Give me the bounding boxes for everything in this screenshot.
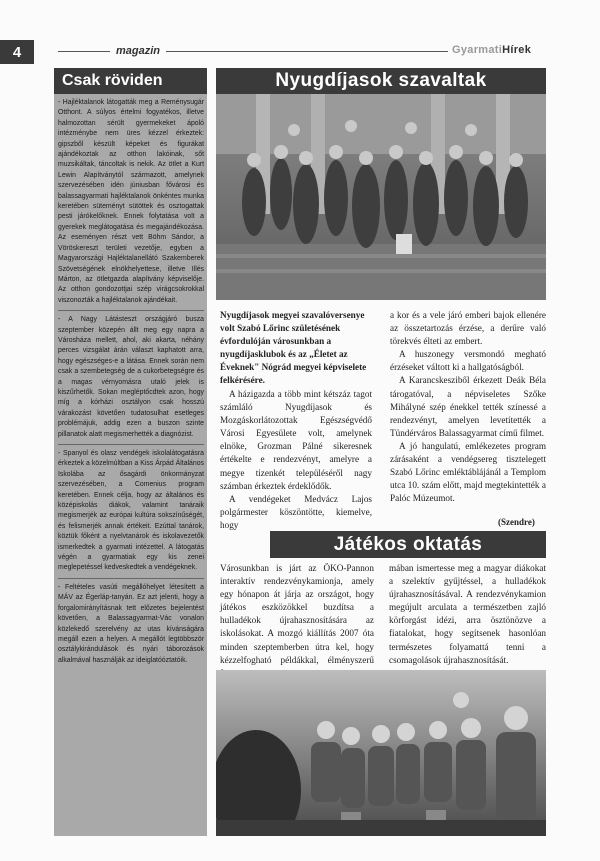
brand-bold: Hírek <box>502 44 532 56</box>
paragraph: A huszonegy versmondó megható érzéseket váltott ki a hallgatóságból. <box>390 349 546 373</box>
signature: (Szendre) <box>498 517 535 527</box>
article-lead: Nyugdíjasok megyei szavalóversenye volt Szabó Lőrinc születésének évfordulóján városunkban a nyugdíjasklubok és az „Életet az Éveknek" Nógrád megyei képviselete felkérésére. <box>220 310 367 386</box>
divider <box>58 444 204 445</box>
sidebar-item: - Spanyol és olasz vendégek iskolalátogatásra érkeztek a közelmúltban a Kiss Árpád Általános Iskolába az ősagárdi önkormányzat szervezésében, a Comenius program keretében. Ennek célja, hogy az általános és középiskolás diákok, valamint tanáraik megismerjék az európai kultúra sokszínűségét, és felismerjék annak értékeit. Ezúttal tanárok, köztük főként a nyelvtanárok és iskolavezetők ismerkedtek a gyarmati intézettel. A látogatás végén a gyarmatiak egy kis zenei meglepetéssel kedveskedtek a vendégeknek. <box>58 450 204 572</box>
divider <box>58 578 204 579</box>
paragraph: A vendégeket Medvácz Lajos polgármester köszöntötte, kiemelve, hogy <box>220 493 372 530</box>
article-text-right: mában ismertesse meg a magyar diákokat a szelektív gyűjtéssel, a hulladékok újrahasznosításával. A rendezvénykamion megújult arculata a természetben zajló körforgást idézi, arra ösztönözve a fiatalokat, hogy segítsenek hasonlóan természetes folyamattá tenni a csomagolások újrahasznosítását. <box>389 563 546 665</box>
page-number: 4 <box>0 40 34 64</box>
sidebar-item: - Feltételes vasúti megállóhelyet létesített a MÁV az Égerláp-tanyán. Ez azt jelenti, hogy a forgalomirányításnak tett előzetes bejelentést követően, a Balassagyarmat-Vác vonalon közlekedő szerelvény az utas kívánságára megáll ezen a helyen. A megállót legtöbbször osztálykirándulások és nyári táborozások alkalmával használják az ideiglatóóztatóik. <box>58 583 204 664</box>
article-title-bar: Játékos oktatás <box>270 531 546 558</box>
paragraph: A Karancskesziből érkezett Deák Béla tárogatóval, a népviseletes Szőke Mihályné szép énekkel tették színessé a rendezvényt, amelyen levetítették a Tündérváros Balassagyarmat című filmet. <box>390 375 546 438</box>
article-text-left: Városunkban is járt az ÖKO-Pannon interaktív rendezvénykamionja, amely egy hónapon át járja az országot, hogy játékos eszközökkel buzdítsa a hulladékok újrahasznosítására az iskolásokat. A mozgó kiállítás 2007 óta minden szeptemberben útra kel, hogy kézzelfogható példákkal, élményszerű <box>220 563 374 665</box>
sidebar-title: Csak röviden <box>54 68 207 94</box>
brand-logo <box>452 44 531 56</box>
children-photo-image <box>216 670 546 836</box>
article-title-bar: Nyugdíjasok szavaltak <box>216 68 546 94</box>
brand-light: Gyarmati <box>452 44 503 56</box>
section-label: magazin <box>116 45 161 57</box>
divider <box>58 310 204 311</box>
children-photo <box>216 670 546 836</box>
header-rule-right <box>166 51 448 52</box>
group-photo <box>216 94 546 300</box>
header-rule-left <box>58 51 110 52</box>
paragraph: a kor és a vele járó emberi bajok ellenére az összetartozás érzése, a derűre való törekvés élteti az embert. <box>390 310 546 347</box>
paragraph: A házigazda a több mint kétszáz tagot számláló Nyugdíjasok és Mozgáskorlátozottak Egészségvédő Városi Egyesülete volt, amelynek elnöke, Grozman Pálné sikeresnek értékelte e rendezvényt, amelyre a megye tizenkét településéről nagy számban érkeztek érdeklődők. <box>220 389 372 491</box>
sidebar-text <box>58 98 204 670</box>
sidebar-item: - A Nagy Látásteszt országjáró busza szeptember közepén állt meg egy napra a Városháza mellett, ahol, aki akarta, néhány perces vizsgálat árán választ kaphatott arra, hogy egészséges-e a látása. Ennek során nem csak a szembetegség de a cukorbetegségre és a magas vérnyomásra utaló jelek is kiszűrhetők. Sokan megléptőcdtek azon, hogy míg a kórházi osztályon csak hosszú várakozást követően tudatosulhat esetleges problémájuk, addig ezen a buszon szinte pillanatok alatt megismerhették a diagnózist. <box>58 316 204 438</box>
article-text-right <box>390 309 546 505</box>
sidebar-item: - Hajléktalanok látogatták meg a Reménysugár Otthont. A súlyos értelmi fogyatékos, illetve halmozottan sérült gyermekeket ápoló intézménybe nem üres kézzel érkeztek: gipszből készült képeket és figurákat ajándékoztak az otthon lakóinak, sőt muzsikáltak, táncoltak is nekik. Az ötlet a Kurt Lewin Alapítványtól származott, amelynek szervezésében idén júniusban fővárosi és balassagyarmati hajléktalanok önkéntes munka keretében süteményt sütöttek és osztogattak pesti járókelőknek. Ennek folytatása volt a gyerekek meglátogatása és megajándékozása. Az eseményen részt vett Böhm Sándor, a Vöröskereszt területi vezetője, egyben a Magyarországi Hajléktalanellátó Szakemberek Szövetségének elnökhelyettese, illetve Illés Márton, az ötletgazda alapítvány képviselője. Az otthon gondozottjai szép virágcsokrokkal viszonozták a hajléktalanok ajándékait. <box>58 99 204 304</box>
paragraph: A jó hangulatú, emlékezetes program zárásaként a vendégsereg tisztelegett Szabó Lőrinc emléktáblájánál a Templom utca 10. szám előtt, majd megtekintették a Palóc Múzeumot. <box>390 440 546 504</box>
article-text-left <box>220 388 372 532</box>
group-photo-image <box>216 94 546 300</box>
